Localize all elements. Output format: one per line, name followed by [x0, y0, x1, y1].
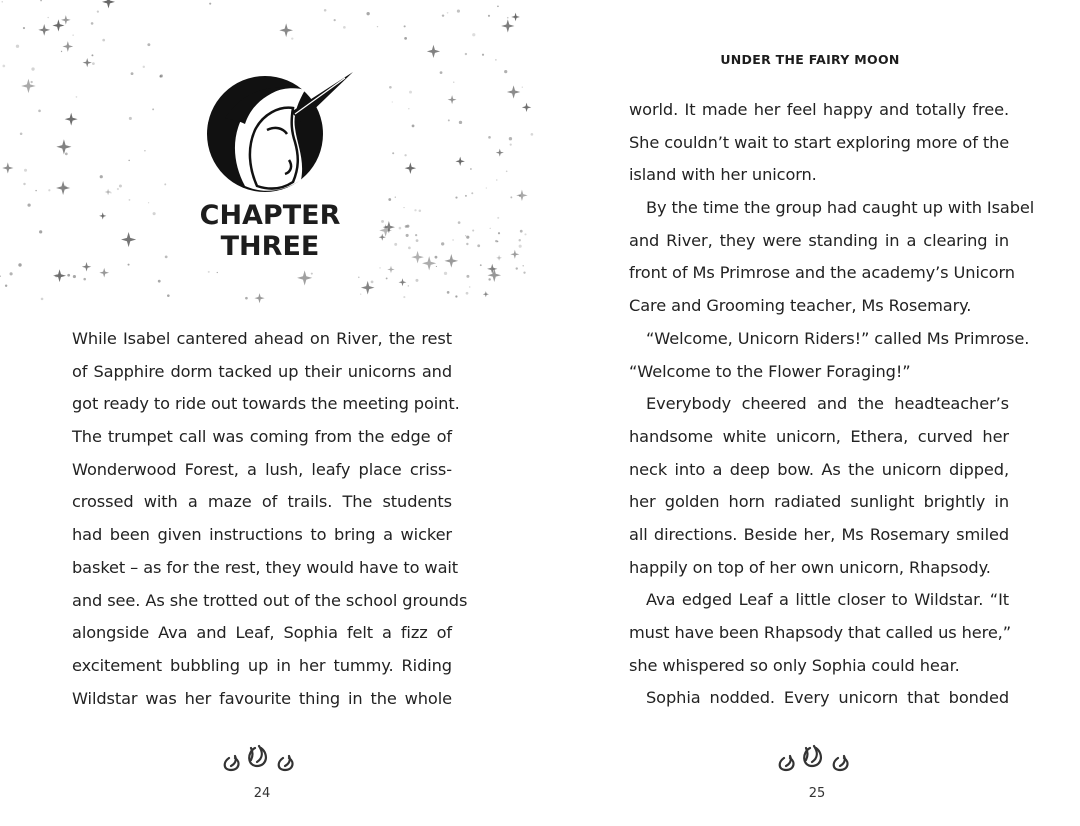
sparkle-dot	[404, 154, 406, 156]
sparkle-dot	[444, 272, 447, 275]
sparkle-dot	[509, 137, 512, 140]
text-line: Everybody cheered and the headteacher’s	[646, 394, 1009, 414]
sparkle-dot	[412, 124, 415, 127]
sparkle-dot	[2, 1, 3, 2]
sparkle-dot	[522, 87, 523, 88]
sparkle-dot	[504, 70, 507, 73]
text-line: all directions. Beside her, Ms Rosemary smiled	[629, 524, 1009, 544]
sparkle-dot	[358, 277, 360, 279]
sparkle-dot	[30, 81, 32, 83]
sparkle-dot	[128, 160, 130, 162]
text-line: and see. As she trotted out of the school grounds	[72, 590, 468, 610]
sparkle-icon	[455, 157, 464, 166]
sparkle-dot	[495, 59, 496, 60]
sparkle-icon	[2, 162, 13, 173]
text-line: and River, they were standing in a clearing in	[629, 230, 1009, 250]
sparkle-dot	[61, 51, 62, 52]
text-line: She couldn’t wait to start exploring more of the	[629, 132, 1010, 152]
text-line: alongside Ava and Leaf, Sophia felt a fizz of	[72, 623, 452, 643]
sparkle-dot	[492, 268, 494, 270]
sparkle-dot	[507, 17, 509, 19]
sparkle-dot	[453, 82, 454, 83]
sparkle-dot	[3, 65, 6, 68]
sparkle-dot	[128, 264, 130, 266]
sparkle-dot	[472, 33, 475, 36]
sparkle-dot	[442, 14, 444, 16]
sparkle-dot	[403, 296, 405, 298]
sparkle-dot	[455, 196, 457, 198]
sparkle-dot	[48, 189, 50, 191]
sparkle-dot	[152, 108, 154, 110]
text-line: world. It made her feel happy and totally free.	[629, 100, 1009, 119]
sparkle-icon	[82, 262, 91, 271]
sparkle-dot	[158, 280, 161, 283]
sparkle-dot	[523, 272, 525, 274]
sparkle-icon	[254, 293, 264, 303]
text-line: neck into a deep bow. As the unicorn dipped,	[629, 459, 1009, 479]
text-line: got ready to ride out towards the meeting point.	[72, 394, 460, 414]
sparkle-dot	[131, 72, 134, 75]
sparkle-icon	[448, 95, 457, 104]
sparkle-dot	[409, 91, 412, 94]
sparkle-dot	[392, 101, 393, 102]
sparkle-icon	[405, 162, 417, 174]
sparkle-dot	[522, 265, 524, 267]
sparkle-dot	[144, 150, 145, 151]
sparkle-dot	[496, 179, 497, 180]
sparkle-dot	[395, 196, 396, 197]
sparkle-dot	[167, 294, 170, 297]
sparkle-dot	[486, 187, 487, 188]
sparkle-dot	[436, 266, 437, 267]
sparkle-dot	[440, 71, 443, 74]
sparkle-icon	[52, 19, 64, 31]
sparkle-icon	[62, 41, 73, 52]
sparkle-dot	[470, 168, 472, 170]
sparkle-dot	[447, 291, 450, 294]
sparkle-dot	[147, 43, 150, 46]
text-line: While Isabel cantered ahead on River, the rest	[72, 329, 452, 348]
sparkle-dot	[488, 136, 491, 139]
sparkle-icon	[65, 113, 78, 126]
sparkle-dot	[97, 10, 99, 12]
sparkle-icon	[99, 268, 109, 278]
sparkle-dot	[164, 183, 166, 185]
sparkle-dot	[31, 67, 34, 70]
sparkle-icon	[427, 45, 440, 58]
sparkle-dot	[35, 190, 36, 191]
sparkle-dot	[465, 53, 467, 55]
sparkle-icon	[21, 79, 35, 93]
running-head: UNDER THE FAIRY MOON	[720, 52, 900, 67]
sparkle-icon	[387, 266, 394, 273]
sparkle-dot	[291, 37, 293, 39]
sparkle-dot	[159, 75, 161, 77]
sparkle-dot	[466, 292, 469, 295]
sparkle-dot	[18, 263, 21, 266]
text-line: happily on top of her own unicorn, Rhapsody.	[629, 557, 991, 577]
sparkle-dot	[334, 19, 336, 21]
sparkle-dot	[119, 185, 122, 188]
sparkle-dot	[83, 278, 86, 281]
sparkle-dot	[343, 26, 346, 29]
sparkle-dot	[209, 3, 211, 5]
sparkle-dot	[117, 188, 119, 190]
sparkle-icon	[56, 139, 71, 154]
text-line: must have been Rhapsody that called us here,”	[629, 623, 1012, 642]
sparkle-dot	[360, 294, 361, 295]
text-line: of Sapphire dorm tacked up their unicorns and	[72, 361, 452, 381]
sparkle-icon	[483, 291, 489, 297]
sparkle-dot	[5, 285, 7, 287]
sparkle-icon	[522, 103, 531, 112]
page-number: 25	[808, 786, 826, 801]
sparkle-dot	[67, 274, 70, 277]
sparkle-dot	[76, 96, 78, 98]
sparkle-dot	[366, 12, 369, 15]
sparkle-dot	[457, 10, 460, 13]
unicorn-head-icon	[205, 68, 360, 198]
sparkle-dot	[41, 298, 44, 301]
chapter-title	[0, 200, 540, 262]
sparkle-icon	[496, 149, 504, 157]
sparkle-dot	[497, 5, 499, 7]
sparkle-dot	[377, 26, 378, 27]
sparkle-icon	[56, 181, 70, 195]
sparkle-dot	[469, 286, 471, 288]
text-line: Wildstar was her favourite thing in the whole	[72, 688, 452, 708]
sparkle-dot	[482, 54, 484, 56]
left-body-text	[72, 323, 468, 715]
text-line: By the time the group had caught up with Isabel	[646, 198, 1035, 218]
text-line: “Welcome to the Flower Foraging!”	[629, 361, 911, 381]
text-line: “Welcome, Unicorn Riders!” called Ms Primrose.	[646, 328, 1030, 348]
sparkle-dot	[510, 196, 512, 198]
text-line: excitement bubbling up in her tummy. Riding	[72, 655, 452, 675]
sparkle-dot	[217, 272, 218, 273]
sparkle-icon	[279, 23, 293, 37]
sparkle-dot	[38, 110, 41, 113]
sparkle-dot	[24, 169, 27, 172]
sparkle-dot	[455, 295, 457, 297]
sparkle-dot	[55, 274, 58, 277]
chapter-title-line2: THREE	[220, 231, 320, 262]
sparkle-icon	[38, 24, 50, 36]
text-line: she whispered so only Sophia could hear.	[629, 655, 960, 675]
sparkle-dot	[64, 186, 67, 189]
text-line: Care and Grooming teacher, Ms Rosemary.	[629, 296, 972, 316]
sparkle-dot	[404, 25, 406, 27]
sparkle-dot	[408, 108, 409, 109]
right-body-text	[629, 94, 1035, 715]
sparkle-dot	[16, 45, 19, 48]
sparkle-dot	[471, 192, 473, 194]
text-line: front of Ms Primrose and the academy’s Unicorn	[629, 263, 1015, 283]
sparkle-dot	[72, 34, 73, 35]
text-line: crossed with a maze of trails. The students	[72, 492, 452, 512]
sparkle-dot	[129, 117, 132, 120]
sparkle-dot	[208, 271, 210, 273]
text-line: her golden horn radiated sunlight brightly in	[629, 492, 1009, 512]
sparkle-dot	[488, 15, 490, 17]
sparkle-dot	[10, 272, 13, 275]
sparkle-icon	[507, 85, 520, 98]
sparkle-dot	[23, 27, 25, 29]
sparkle-icon	[399, 278, 407, 286]
sparkle-dot	[459, 121, 462, 124]
text-line: The trumpet call was coming from the edge of	[72, 427, 452, 447]
sparkle-dot	[447, 12, 449, 14]
right-page	[540, 0, 1080, 826]
sparkle-dot	[91, 54, 93, 56]
text-line: island with her unicorn.	[629, 165, 817, 185]
text-line: Ava edged Leaf a little closer to Wildstar. “It	[646, 590, 1009, 610]
sparkle-dot	[100, 175, 103, 178]
sparkle-icon	[61, 15, 71, 25]
sparkle-dot	[47, 17, 48, 18]
sparkle-dot	[73, 275, 76, 278]
sparkle-dot	[448, 119, 450, 121]
sparkle-dot	[379, 267, 381, 269]
sparkle-dot	[480, 264, 482, 266]
text-line: Sophia nodded. Every unicorn that bonded	[646, 688, 1009, 708]
text-line: handsome white unicorn, Ethera, curved her	[629, 426, 1009, 446]
sparkle-dot	[23, 183, 25, 185]
sparkle-icon	[297, 270, 312, 285]
sparkle-dot	[465, 195, 467, 197]
sparkle-dot	[40, 0, 42, 1]
sparkle-dot	[65, 153, 68, 156]
page-number: 24	[253, 786, 271, 801]
sparkle-dot	[324, 9, 327, 12]
sparkle-dot	[392, 152, 394, 154]
sparkle-icon	[501, 19, 514, 32]
flourish-icon	[772, 736, 862, 776]
sparkle-dot	[371, 280, 374, 283]
sparkle-dot	[0, 275, 1, 277]
text-line: had been given instructions to bring a wicker	[72, 525, 452, 545]
sparkle-icon	[83, 58, 92, 67]
sparkle-dot	[386, 277, 388, 279]
text-line: Wonderwood Forest, a lush, leafy place criss-	[72, 459, 452, 479]
sparkle-dot	[488, 278, 490, 280]
sparkle-dot	[389, 86, 392, 89]
sparkle-icon	[102, 0, 115, 8]
sparkle-dot	[245, 297, 248, 300]
sparkle-icon	[511, 13, 520, 22]
sparkle-icon	[105, 189, 112, 196]
sparkle-dot	[516, 267, 518, 269]
sparkle-dot	[143, 66, 145, 68]
chapter-title-line1: CHAPTER	[199, 200, 341, 231]
sparkle-dot	[408, 285, 410, 287]
sparkle-dot	[466, 275, 469, 278]
sparkle-dot	[311, 273, 313, 275]
flourish-icon	[217, 736, 307, 776]
sparkle-dot	[415, 279, 418, 282]
text-line: basket – as for the rest, they would have to wait	[72, 557, 459, 577]
sparkle-dot	[102, 39, 105, 42]
sparkle-dot	[506, 170, 508, 172]
sparkle-dot	[510, 144, 512, 146]
sparkle-dot	[91, 22, 94, 25]
sparkle-dot	[531, 133, 534, 136]
sparkle-dot	[92, 62, 95, 65]
sparkle-dot	[110, 192, 111, 193]
sparkle-dot	[20, 132, 23, 135]
sparkle-dot	[404, 37, 407, 40]
